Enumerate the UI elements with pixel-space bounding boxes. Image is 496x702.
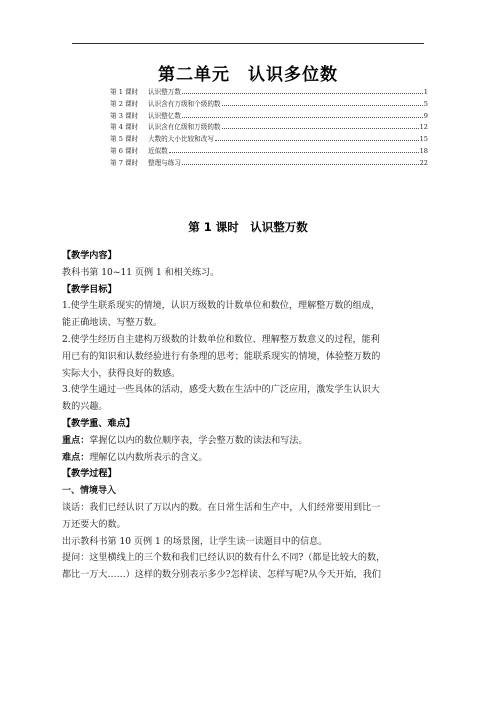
toc-page-number: 12 (419, 123, 428, 132)
lesson-title: 第 1 课时 认识整万数 (188, 220, 308, 234)
toc-entry[interactable] (110, 145, 428, 157)
difficulty-text: 理解亿以内数所表示的含义。 (89, 452, 208, 463)
toc-lesson-number: 第 1 课时 (110, 88, 139, 96)
toc-page-number: 22 (419, 158, 428, 167)
toc-lesson-number: 第 7 课时 (110, 158, 139, 167)
toc-leader-dots (215, 140, 419, 141)
toc-leader-dots (169, 152, 419, 153)
toc-lesson-name: 大数的大小比较和改写 (148, 135, 214, 144)
difficulty-line (62, 450, 434, 467)
goal-3-line-1: 3.使学生通过一些具体的活动，感受大数在生活中的广泛应用，激发学生认识大 (62, 385, 380, 396)
key-point-line (62, 433, 434, 450)
toc-page-number: 15 (419, 135, 428, 144)
toc-lesson-name: 近似数 (148, 146, 168, 155)
toc-leader-dots (222, 105, 423, 106)
toc-leader-dots (222, 128, 419, 129)
toc-lesson-number: 第 4 课时 (110, 123, 139, 132)
key-point-text: 掌握亿以内的数位顺序表，学会整万数的读法和写法。 (89, 435, 308, 446)
goal-1-line-1: 1.使学生联系现实的情境，认识万级数的计数单位和数位，理解整万数的组成， (62, 301, 380, 312)
toc-leader-dots (182, 93, 423, 94)
toc-entry[interactable] (110, 133, 428, 145)
toc-page-number: 1 (423, 88, 428, 96)
toc-lesson-name: 认识含有万级和个级的数 (148, 99, 221, 108)
toc-lesson-name: 认识含有亿级和万级的数 (148, 123, 221, 132)
paragraph-1-line-1: 谈话：我们已经认识了万以内的数。在日常生活和生产中，人们经常要用到比一 (62, 502, 381, 513)
toc-leader-dots (182, 164, 419, 165)
paragraph-2: 出示教科书第 10 页例 1 的场景图，让学生读一读题目中的信息。 (62, 536, 328, 547)
toc-lesson-number: 第 5 课时 (110, 135, 139, 144)
toc-entry[interactable] (110, 110, 428, 122)
lesson-body (62, 248, 434, 584)
goal-2-line-1: 2.使学生经历自主建构万级数的计数单位和数位、理解整万数意义的过程，能利 (62, 334, 380, 345)
paragraph-3-line-2: 都比一万大……）这样的数分别表示多少?怎样读、怎样写呢?从今天开始，我们 (62, 570, 381, 581)
toc-entry[interactable] (110, 86, 428, 98)
teaching-process-heading: 【教学过程】 (62, 468, 117, 480)
paragraph-3-line-1: 提问：这里横线上的三个数和我们已经认识的数有什么不同?（都是比较大的数， (62, 553, 386, 564)
toc-entry[interactable] (110, 121, 428, 133)
toc-lesson-name: 认识整万数 (148, 88, 181, 96)
toc-page-number: 9 (423, 111, 428, 120)
table-of-contents (110, 86, 428, 169)
difficulty-label: 难点： (62, 451, 90, 463)
goal-1-line-2: 能正确地读、写整万数。 (62, 318, 163, 329)
toc-lesson-number: 第 2 课时 (110, 99, 139, 108)
header-rule (72, 43, 424, 44)
teaching-content-text: 教科书第 10~11 页例 1 和相关练习。 (62, 267, 220, 278)
teaching-goals-heading: 【教学目标】 (62, 283, 117, 295)
toc-page-number: 18 (419, 146, 428, 155)
toc-lesson-number: 第 3 课时 (110, 111, 139, 120)
key-point-label: 重点： (62, 434, 90, 446)
goal-2-line-3: 实际大小，获得良好的数感。 (62, 368, 181, 379)
toc-page-number: 5 (423, 99, 428, 108)
section-1-heading: 一、情境导入 (62, 486, 117, 497)
goal-3-line-2: 数的兴趣。 (62, 402, 108, 413)
toc-lesson-name: 整理与练习 (148, 158, 181, 167)
toc-entry[interactable] (110, 98, 428, 110)
toc-lesson-number: 第 6 课时 (110, 146, 139, 155)
toc-lesson-name: 认识整亿数 (148, 111, 181, 120)
unit-title: 第二单元 认识多位数 (158, 65, 338, 85)
teaching-content-heading: 【教学内容】 (62, 250, 117, 261)
goal-2-line-2: 用已有的知识和认数经验进行有条理的思考；能联系现实的情境，体验整万数的 (62, 351, 381, 362)
key-points-heading: 【教学重、难点】 (62, 417, 135, 429)
toc-leader-dots (182, 117, 423, 118)
toc-entry[interactable] (110, 157, 428, 169)
paragraph-1-line-2: 万还要大的数。 (62, 519, 126, 530)
